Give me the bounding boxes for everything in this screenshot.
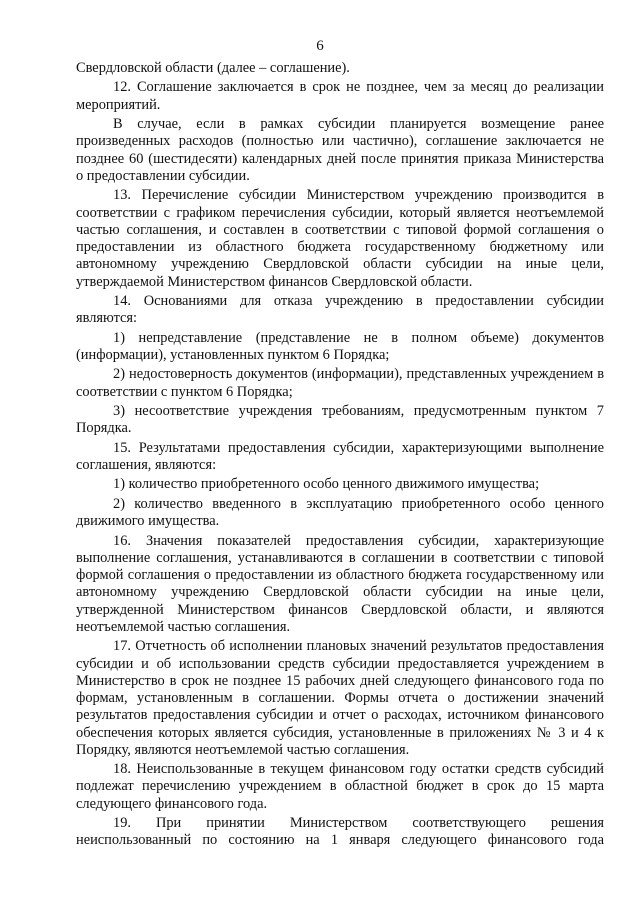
paragraph-14-item-3: 3) несоответствие учреждения требованиям, предусмотренным пунктом 7 Порядка. — [76, 403, 604, 437]
paragraph-14-item-2: 2) недостоверность документов (информации), представленных учреждением в соответствии с пунктом 6 Порядка; — [76, 366, 604, 400]
paragraph-17: 17. Отчетность об исполнении плановых значений результатов предоставления субсидии и об использовании средств субсидии предоставляется учреждением в Министерство в срок не позднее 15 рабочих дней следующего финансового года по формам, установленным в соглашении. Формы отчета о достижении значений результатов предоставления субсидии и отчет о расходах, источником финансового обеспечения которых является субсидия, установленные в приложениях № 3 и 4 к Порядку, являются неотъемлемой частью соглашения. — [76, 638, 604, 758]
paragraph-15: 15. Результатами предоставления субсидии, характеризующими выполнение соглашения, являются: — [76, 439, 604, 473]
paragraph-14: 14. Основаниями для отказа учреждению в предоставлении субсидии являются: — [76, 293, 604, 327]
paragraph-continuation: Свердловской области (далее – соглашение). — [76, 60, 350, 76]
paragraph-12-reimbursement: В случае, если в рамках субсидии планируется возмещение ранее произведенных расходов (полностью или частично), соглашение заключается не позднее 60 (шестидесяти) календарных дней после принятия приказа Министерства о предоставлении субсидии. — [76, 116, 604, 184]
paragraph-14-item-1: 1) непредставление (представление не в полном объеме) документов (информации), установленных пунктом 6 Порядка; — [76, 329, 604, 363]
paragraph-12: 12. Соглашение заключается в срок не позднее, чем за месяц до реализации мероприятий. — [76, 79, 604, 113]
paragraph-18: 18. Неиспользованные в текущем финансовом году остатки средств субсидий подлежат перечислению учреждением в областной бюджет в срок до 15 марта следующего финансового года. — [76, 761, 604, 812]
paragraph-13: 13. Перечисление субсидии Министерством учреждению производится в соответствии с графиком перечисления субсидии, который является неотъемлемой частью соглашения, и составлен в соответствии с типовой формой соглашения о предоставлении из областного бюджета государственному бюджетному или автономному учреждению Свердловской области субсидии на иные цели, утверждаемой Министерством финансов Свердловской области. — [76, 187, 604, 290]
paragraph-19: 19. При принятии Министерством соответствующего решения неиспользованный по состоянию на 1 января следующего финансового года — [76, 815, 604, 849]
paragraph-15-item-2: 2) количество введенного в эксплуатацию приобретенного особо ценного движимого имущества. — [76, 495, 604, 530]
paragraph-15-item-1: 1) количество приобретенного особо ценного движимого имущества; — [113, 476, 540, 493]
page-number: 6 — [316, 38, 324, 54]
paragraph-16: 16. Значения показателей предоставления субсидии, характеризующие выполнение соглашения, устанавливаются в соглашении в соответствии с типовой формой соглашения о предоставлении из областного бюджета государственному или автономному учреждению Свердловской области субсидии на иные цели, утвержденной Министерством финансов Свердловской области, и являются неотъемлемой частью соглашения. — [76, 532, 604, 635]
document-body — [76, 60, 604, 852]
